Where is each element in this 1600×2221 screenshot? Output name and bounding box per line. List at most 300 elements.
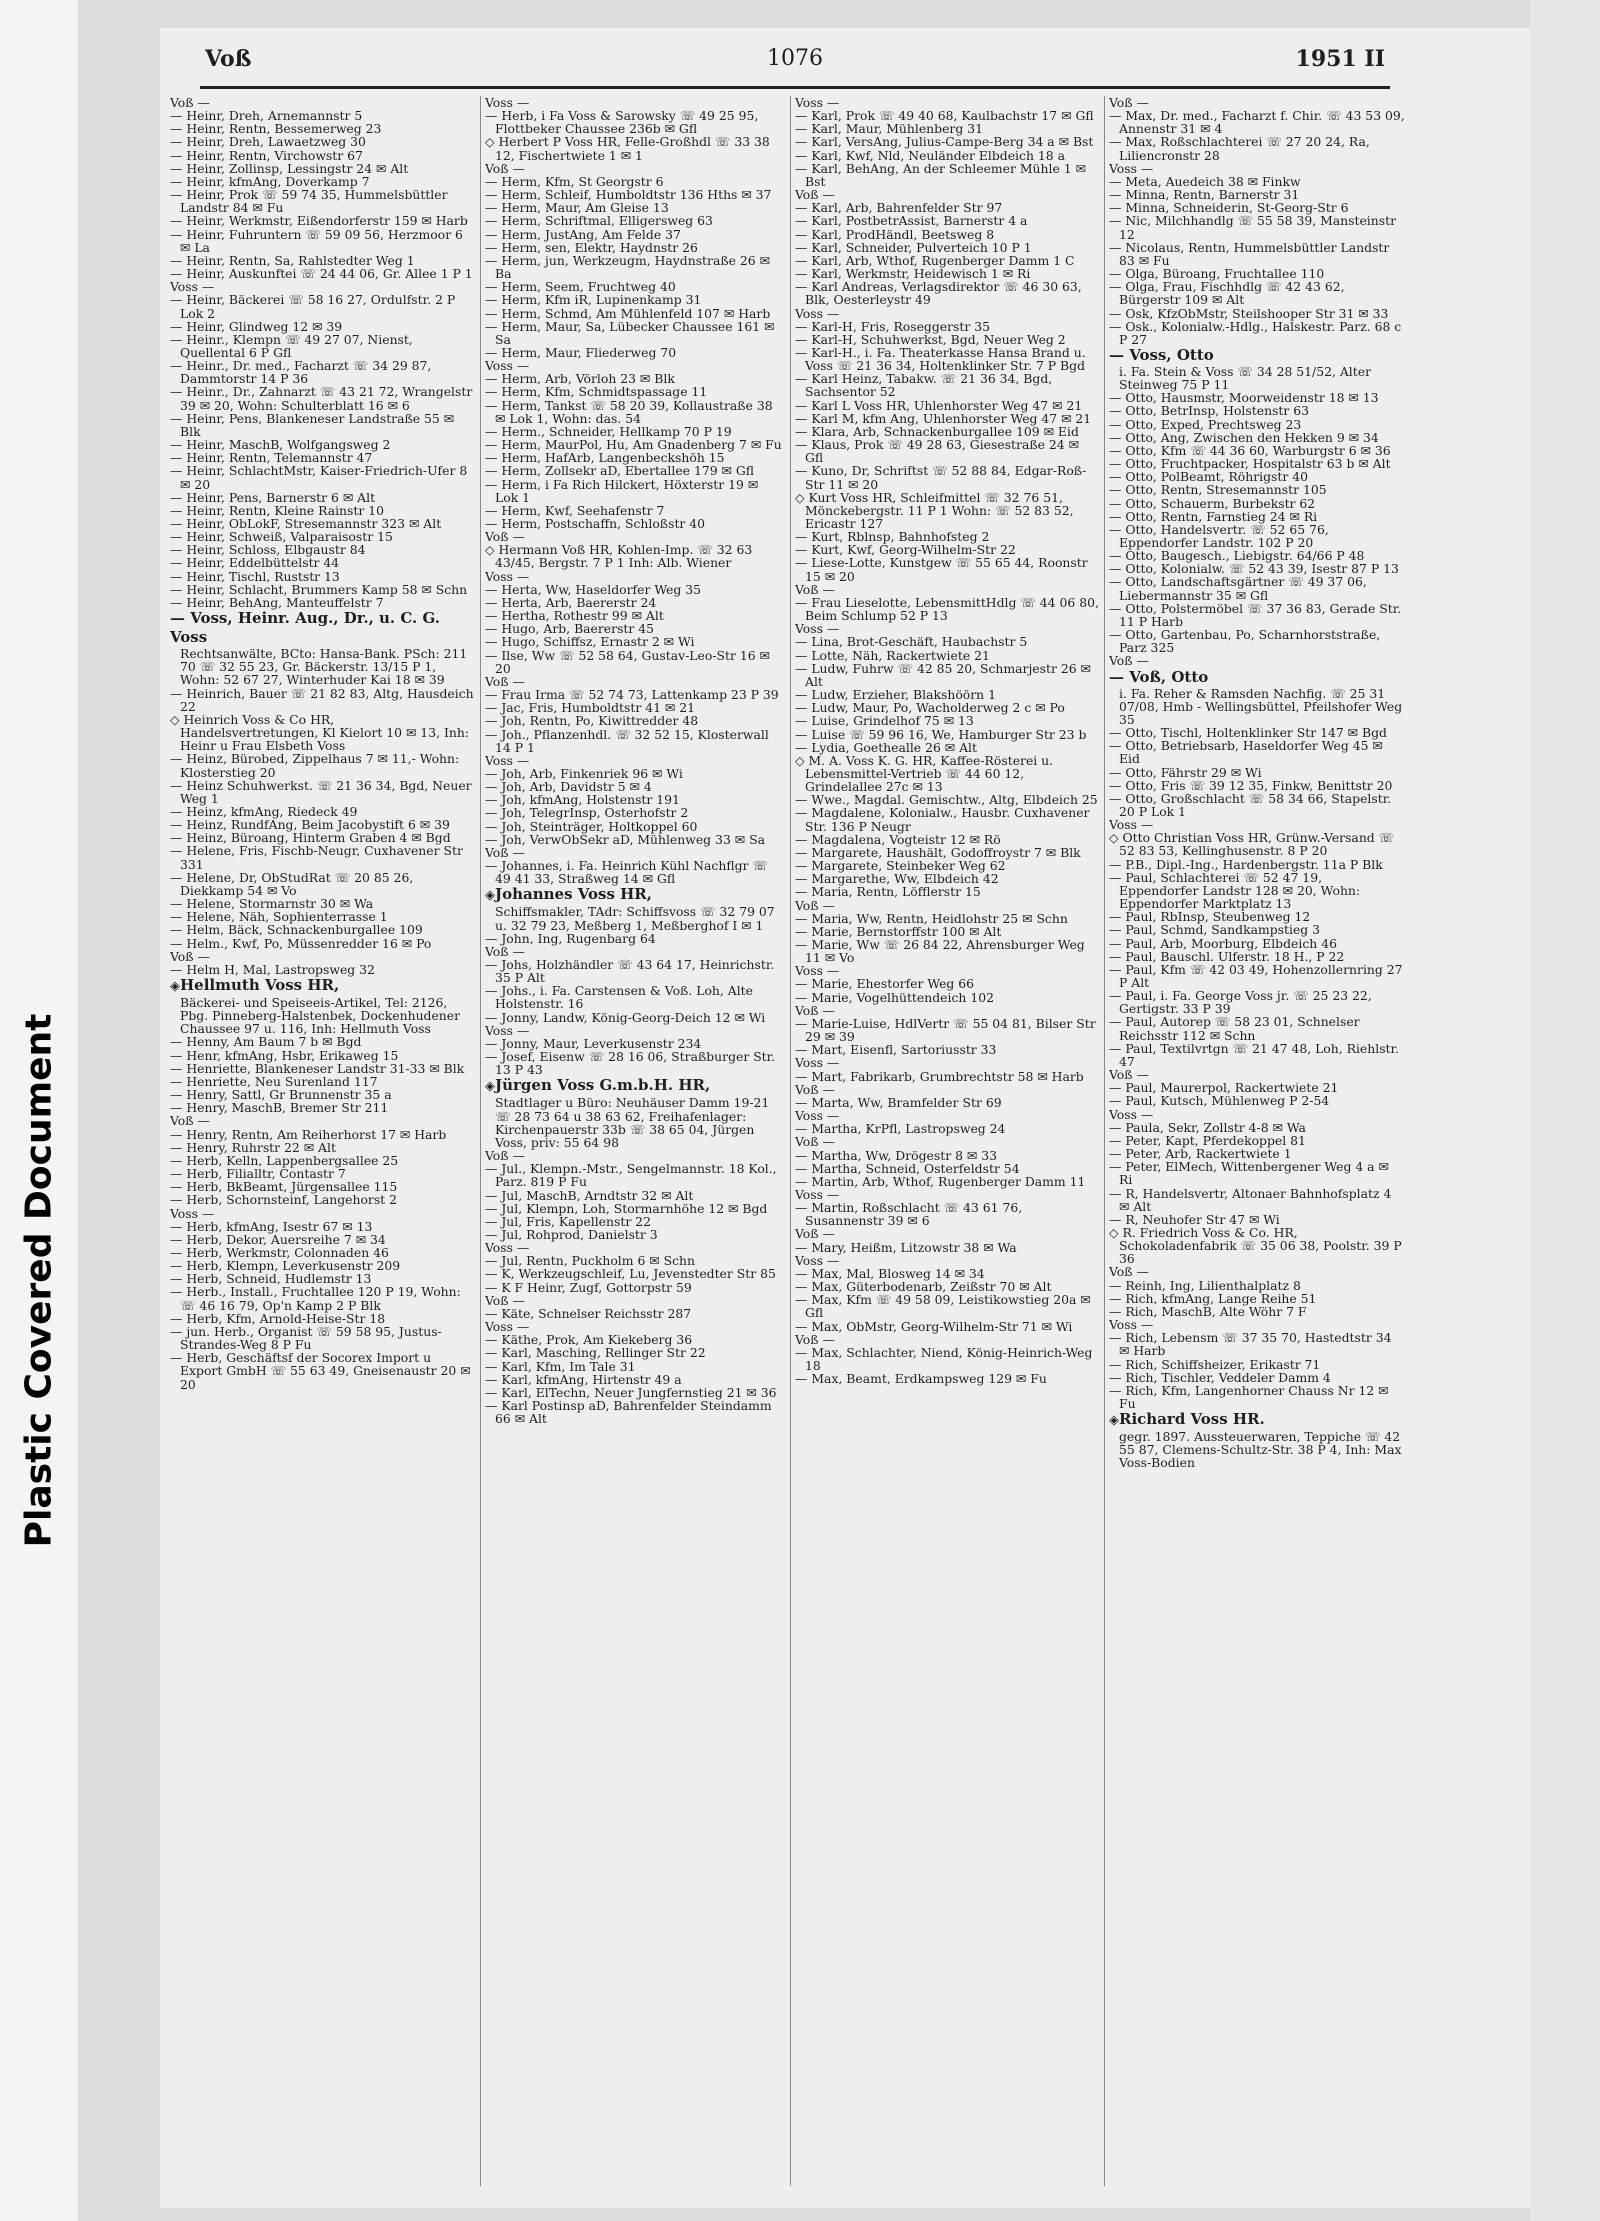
list-item: — jun. Herb., Organist ☏ 59 58 95, Justus-Strandes-Weg 8 P Fu	[170, 1323, 442, 1353]
list-item: — Karl, Prok ☏ 49 40 68, Kaulbachstr 17 ✉ Gfl	[795, 108, 1094, 124]
list-item: — Herb, Kfm, Arnold-Heise-Str 18	[170, 1310, 386, 1326]
list-item: — Henry, Sattl, Gr Brunnenstr 35 a	[170, 1087, 392, 1103]
list-item: — Herm, sen, Elektr, Haydnstr 26	[485, 239, 698, 255]
firm-heading: ◈ Jürgen Voss G.m.b.H. HR,	[485, 1076, 785, 1096]
list-item: — Paul, Kutsch, Mühlenweg P 2-54	[1109, 1093, 1330, 1109]
list-item: — Paula, Sekr, Zollstr 4-8 ✉ Wa	[1109, 1119, 1306, 1135]
list-item: — Heinr, Dreh, Arnemannstr 5	[170, 108, 363, 124]
list-item: — Reinh, Ing, Lilienthalplatz 8	[1109, 1277, 1301, 1293]
surname-heading: Voß —	[795, 1331, 835, 1347]
surname-heading: Voß —	[795, 581, 835, 597]
entry-detail: Rechtsanwälte, BCto: Hansa-Bank. PSch: 211 70 ☏ 32 55 23, Gr. Bäckerstr. 13/15 P 1, Wohn: 52 67 27, Winterhuder Kai 18 ✉ 39	[180, 646, 468, 688]
list-item: — Karl, Arb, Wthof, Rugenberger Damm 1 C	[795, 252, 1075, 268]
list-item: — Herb, i Fa Voss & Sarowsky ☏ 49 25 95, Flottbeker Chaussee 236b ✉ Gfl	[485, 108, 759, 137]
list-item: — Heinr, Pens, Blankeneser Landstraße 55 ✉ Blk	[170, 410, 455, 439]
list-item: — Jonny, Landw, König-Georg-Deich 12 ✉ Wi	[485, 1009, 766, 1025]
list-item: — Otto, Kfm ☏ 44 36 60, Warburgstr 6 ✉ 36	[1109, 442, 1391, 458]
list-item: — Rich, Lebensm ☏ 37 35 70, Hastedtstr 34 ✉ Harb	[1109, 1330, 1392, 1359]
list-item: — Max, Kfm ☏ 49 58 09, Leistikowstieg 20a ✉ Gfl	[795, 1292, 1091, 1321]
surname-heading: Voss —	[795, 96, 840, 110]
page-header	[205, 40, 1385, 84]
surname-heading: Voß —	[485, 844, 525, 860]
list-item: — Max, Mal, Blosweg 14 ✉ 34	[795, 1265, 985, 1281]
list-item: — Ludw, Maur, Po, Wacholderweg 2 c ✉ Po	[795, 700, 1065, 716]
list-item: — Herb, Filialltr, Contastr 7	[170, 1166, 346, 1182]
list-item: — Karl Andreas, Verlagsdirektor ☏ 46 30 63, Blk, Oesterleystr 49	[795, 279, 1082, 308]
surname-heading: Voß —	[795, 187, 835, 203]
list-item: — Heinr, Schlacht, Brummers Kamp 58 ✉ Schn	[170, 581, 468, 597]
list-item: — Heinrich, Bauer ☏ 21 82 83, Altg, Hausdeich 22	[170, 685, 474, 714]
list-item: — Herm, Schmd, Am Mühlenfeld 107 ✉ Harb	[485, 305, 771, 321]
list-item: — Jul, MaschB, Arndtstr 32 ✉ Alt	[485, 1187, 694, 1203]
list-item: — Osk, KfzObMstr, Steilshooper Str 31 ✉ 33	[1109, 305, 1389, 321]
list-item: — Frau Irma ☏ 52 74 73, Lattenkamp 23 P 39	[485, 687, 779, 703]
surname-heading: Voss —	[795, 1252, 840, 1268]
list-item: — Paul, i. Fa. George Voss jr. ☏ 25 23 22, Gertigstr. 33 P 39	[1109, 988, 1372, 1017]
plastic-covered-label-text: Plastic Covered Document	[18, 1013, 60, 1547]
list-item: — Herm, JustAng, Am Felde 37	[485, 226, 681, 242]
list-item: — Herb, kfmAng, Isestr 67 ✉ 13	[170, 1218, 373, 1234]
list-item: — Paul, Arb, Moorburg, Elbdeich 46	[1109, 935, 1337, 951]
surname-heading: Voß —	[1109, 96, 1149, 110]
list-item: — Kurt, Rblnsp, Bahnhofsteg 2	[795, 529, 990, 545]
surname-heading: Voss —	[485, 1240, 530, 1256]
list-item: — Henriette, Blankeneser Landstr 31-33 ✉ Blk	[170, 1060, 465, 1076]
list-item: — Klara, Arb, Schnackenburgallee 109 ✉ Eid	[795, 423, 1079, 439]
list-item: — Heinr, Fuhruntern ☏ 59 09 56, Herzmoor 6 ✉ La	[170, 226, 463, 255]
list-item: — Heinr, Pens, Barnerstr 6 ✉ Alt	[170, 489, 376, 505]
list-item: — Helm H, Mal, Lastropsweg 32	[170, 961, 375, 977]
list-item: — Luise ☏ 59 96 16, We, Hamburger Str 23 b	[795, 726, 1087, 742]
list-item: — Herm, i Fa Rich Hilckert, Höxterstr 19 ✉ Lok 1	[485, 476, 759, 505]
list-item: — Otto, Fruchtpacker, Hospitalstr 63 b ✉ Alt	[1109, 456, 1391, 472]
surname-heading: Voß —	[485, 943, 525, 959]
list-item: — Jul, Rentn, Puckholm 6 ✉ Schn	[485, 1253, 695, 1269]
list-item: — Karl, Kwf, Nld, Neuländer Elbdeich 18 a	[795, 147, 1065, 163]
list-item: — Heinz, RundfAng, Beim Jacobystift 6 ✉ 39	[170, 817, 450, 833]
list-item: — Max, Dr. med., Facharzt f. Chir. ☏ 43 53 09, Annenstr 31 ✉ 4	[1109, 108, 1405, 137]
list-item: — Herm, Schleif, Humboldtstr 136 Hths ✉ 37	[485, 187, 772, 203]
list-item: — Henny, Am Baum 7 b ✉ Bgd	[170, 1034, 362, 1050]
list-item: — Otto, Betriebsarb, Haseldorfer Weg 45 ✉ Eid	[1109, 738, 1383, 767]
list-item: — Karl, kfmAng, Hirtenstr 49 a	[485, 1371, 682, 1387]
list-item: — Herm, Kfm, St Georgstr 6	[485, 173, 664, 189]
surname-heading: Voss —	[1109, 160, 1154, 176]
list-item: — Herm., Schneider, Hellkamp 70 P 19	[485, 423, 732, 439]
list-item: — Max, ObMstr, Georg-Wilhelm-Str 71 ✉ Wi	[795, 1318, 1073, 1334]
list-item: — Rich, Tischler, Veddeler Damm 4	[1109, 1369, 1331, 1385]
list-item: — Karl, Werkmstr, Heidewisch 1 ✉ Ri	[795, 266, 1031, 282]
list-item: — Käte, Schnelser Reichsstr 287	[485, 1305, 692, 1321]
list-item: — Heinr., Dr. med., Facharzt ☏ 34 29 87, Dammtorstr 14 P 36	[170, 358, 432, 387]
list-item: — Karl M, kfm Ang, Uhlenhorster Weg 47 ✉ 21	[795, 410, 1092, 426]
surname-heading: Voss —	[1109, 1317, 1154, 1333]
list-item: — Karl, Schneider, Pulverteich 10 P 1	[795, 239, 1032, 255]
list-item: — Joh, VerwObSekr aD, Mühlenweg 33 ✉ Sa	[485, 831, 765, 847]
list-item: — R, Handelsvertr, Altonaer Bahnhofsplatz 4 ✉ Alt	[1109, 1185, 1392, 1214]
list-item: — Heinr, Schloss, Elbgaustr 84	[170, 542, 366, 558]
scan-right-margin	[1530, 0, 1600, 2221]
list-item: — Joh, TelegrInsp, Osterhofstr 2	[485, 805, 689, 821]
list-item: — Joh, Arb, Finkenriek 96 ✉ Wi	[485, 765, 683, 781]
list-item: — Herm, Maur, Sa, Lübecker Chaussee 161 ✉ Sa	[485, 318, 775, 347]
list-item: — Karl, PostbetrAssist, Barnerstr 4 a	[795, 213, 1028, 229]
header-surname: Voß	[205, 46, 252, 72]
list-item: — Minna, Schneiderin, St-Georg-Str 6	[1109, 200, 1349, 216]
list-item: — Herb., Install., Fruchtallee 120 P 19, Wohn: ☏ 46 16 79, Op'n Kamp 2 P Blk	[170, 1284, 461, 1313]
directory-column-2	[485, 96, 785, 2196]
list-item: — Helene, Stormarnstr 30 ✉ Wa	[170, 896, 374, 912]
surname-heading: Voss —	[485, 752, 530, 768]
list-item: — Heinr, Bäckerei ☏ 58 16 27, Ordulfstr. 2 P Lok 2	[170, 292, 456, 321]
list-item: — Marta, Ww, Bramfelder Str 69	[795, 1094, 1002, 1110]
list-item: — Jonny, Maur, Leverkusenstr 234	[485, 1035, 702, 1051]
list-item: — Helm, Bäck, Schnackenburgallee 109	[170, 922, 423, 938]
directory-column-4	[1109, 96, 1405, 2196]
list-item: — Herm, Postschaffn, Schloßstr 40	[485, 516, 706, 531]
firm-heading: — Voss, Otto	[1109, 345, 1214, 364]
list-item: — Heinr., Klempn ☏ 49 27 07, Nienst, Quellental 6 P Gfl	[170, 331, 413, 360]
list-item: — Ludw, Fuhrw ☏ 42 85 20, Schmarjestr 26 ✉ Alt	[795, 660, 1091, 689]
list-item: — Lina, Brot-Geschäft, Haubachstr 5	[795, 634, 1028, 650]
list-item: — Heinr, Rentn, Bessemerweg 23	[170, 121, 382, 137]
list-item: — Karl-H., i. Fa. Theaterkasse Hansa Brand u. Voss ☏ 21 36 34, Holtenklinker Str. 7 P Bgd	[795, 344, 1086, 374]
list-item: — Lydia, Goethealle 26 ✉ Alt	[795, 739, 977, 755]
list-item: ◇ Herbert P Voss HR, Felle-Großhdl ☏ 33 38 12, Fischertwiete 1 ✉ 1	[485, 134, 770, 163]
list-item: — Peter, Kapt, Pferdekoppel 81	[1109, 1132, 1306, 1148]
list-item: — Rich, MaschB, Alte Wöhr 7 F	[1109, 1303, 1307, 1319]
list-item: — Marie, Ww ☏ 26 84 22, Ahrensburger Weg 11 ✉ Vo	[795, 937, 1085, 966]
list-item: — Olga, Büroang, Fruchtallee 110	[1109, 266, 1325, 282]
firm-heading: — Voss, Heinr. Aug., Dr., u. C. G. Voss	[170, 609, 440, 647]
list-item: — Heinr, BehAng, Manteuffelstr 7	[170, 594, 384, 610]
surname-heading: Voss —	[1109, 1106, 1154, 1122]
list-item: — Herb, Dekor, Auersreihe 7 ✉ 34	[170, 1231, 386, 1247]
list-item: — Karl Heinz, Tabakw. ☏ 21 36 34, Bgd, Sachsentor 52	[795, 371, 1053, 400]
list-item: — Peter, Arb, Rackertwiete 1	[1109, 1146, 1292, 1162]
list-item: — Johs, Holzhändler ☏ 43 64 17, Heinrichstr. 35 P Alt	[485, 957, 775, 986]
firm-heading: ◈ Hellmuth Voss HR,	[170, 976, 475, 996]
entry-detail: Stadtlager u Büro: Neuhäuser Damm 19-21 ☏ 28 73 64 u 38 63 62, Freihafenlager: Kirchenpauerstr 33b ☏ 38 65 04, Jürgen Voss, priv: 55 64 98	[495, 1095, 770, 1150]
surname-heading: Voß —	[1109, 1067, 1149, 1083]
list-item: — K F Heinr, Zugf, Gottorpstr 59	[485, 1279, 692, 1295]
entry-detail: i. Fa. Reher & Ramsden Nachfig. ☏ 25 31 07/08, Hmb - Wellingsbüttel, Pfeilshofer Weg 35	[1119, 685, 1403, 727]
list-item: — Herm, Kwf, Seehafenstr 7	[485, 502, 665, 518]
list-item: — Josef, Eisenw ☏ 28 16 06, Straßburger Str. 13 P 43	[485, 1049, 776, 1078]
list-item: — Karl, Kfm, Im Tale 31	[485, 1358, 636, 1374]
surname-heading: Voss —	[795, 1108, 840, 1124]
list-item: — Paul, Autorep ☏ 58 23 01, Schnelser Reichsstr 112 ✉ Schn	[1109, 1014, 1360, 1043]
list-item: — Nic, Milchhandlg ☏ 55 58 39, Mansteinstr 12	[1109, 213, 1397, 242]
list-item: — Rich, kfmAng, Lange Reihe 51	[1109, 1290, 1317, 1306]
list-item: ◇ R. Friedrich Voss & Co. HR, Schokoladenfabrik ☏ 35 06 38, Poolstr. 39 P 36	[1109, 1224, 1402, 1267]
list-item: — Heinz, kfmAng, Riedeck 49	[170, 803, 358, 819]
list-item: — Hertha, Rothestr 99 ✉ Alt	[485, 608, 664, 624]
list-item: — Marie, Bernstorffstr 100 ✉ Alt	[795, 923, 1002, 939]
list-item: — Otto, Großschlacht ☏ 58 34 66, Stapelstr. 20 P Lok 1	[1109, 790, 1392, 819]
list-item: — Otto, Hausmstr, Moorweidenstr 18 ✉ 13	[1109, 390, 1379, 406]
list-item: — Karl, ProdHändl, Beetsweg 8	[795, 226, 995, 242]
list-item: — Joh, kfmAng, Holstenstr 191	[485, 792, 680, 808]
surname-heading: Voss —	[795, 621, 840, 637]
list-item: — Karl, VersAng, Julius-Campe-Berg 34 a ✉ Bst	[795, 134, 1094, 150]
list-item: — Paul, Bauschl. Ulferstr. 18 H., P 22	[1109, 948, 1345, 964]
list-item: — Herm, MaurPol, Hu, Am Gnadenberg 7 ✉ Fu	[485, 437, 782, 453]
surname-heading: Voß —	[170, 1113, 210, 1129]
list-item: — Herb, Klempn, Leverkusenstr 209	[170, 1258, 401, 1274]
surname-heading: Voss —	[1109, 817, 1154, 833]
surname-heading: Voß —	[170, 96, 210, 110]
list-item: — Herm, Zollsekr aD, Ebertallee 179 ✉ Gfl	[485, 463, 755, 479]
surname-heading: Voss —	[485, 358, 530, 374]
list-item: — Jac, Fris, Humboldtstr 41 ✉ 21	[485, 700, 696, 716]
directory-column-1	[170, 96, 475, 2196]
list-item: — Helm., Kwf, Po, Müssenredder 16 ✉ Po	[170, 935, 432, 951]
header-rule	[200, 86, 1390, 89]
list-item: — Henry, MaschB, Bremer Str 211	[170, 1100, 389, 1116]
list-item: — Heinz, Büroang, Hinterm Graben 4 ✉ Bgd	[170, 830, 451, 846]
list-item: — Joh, Rentn, Po, Kiwittredder 48	[485, 713, 699, 729]
list-item: — Liese-Lotte, Kunstgew ☏ 55 65 44, Roonstr 15 ✉ 20	[795, 555, 1088, 584]
list-item: — Herm, HafArb, Langenbeckshöh 15	[485, 450, 725, 466]
list-item: — Margarethe, Ww, Elbdeich 42	[795, 871, 999, 887]
list-item: — Henry, Rentn, Am Reiherhorst 17 ✉ Harb	[170, 1126, 447, 1142]
list-item: — Heinr., Dr., Zahnarzt ☏ 43 21 72, Wrangelstr 39 ✉ 20, Wohn: Schulterblatt 16 ✉ 6	[170, 384, 473, 413]
surname-heading: Voß —	[485, 673, 525, 689]
list-item: — Jul., Klempn.-Mstr., Sengelmannstr. 18 Kol., Parz. 819 P Fu	[485, 1161, 777, 1190]
list-item: — Henr, kfmAng, Hsbr, Erikaweg 15	[170, 1047, 399, 1063]
list-item: — Otto, Tischl, Holtenklinker Str 147 ✉ Bgd	[1109, 725, 1387, 741]
list-item: — Martin, Arb, Wthof, Rugenberger Damm 11	[795, 1173, 1086, 1189]
list-item: — Heinr, Eddelbüttelstr 44	[170, 555, 340, 571]
list-item: — Heinr, Dreh, Lawaetzweg 30	[170, 134, 366, 150]
surname-heading: Voß —	[485, 529, 525, 545]
list-item: — Herm, Schriftmal, Elligersweg 63	[485, 213, 713, 229]
list-item: — Mart, Fabrikarb, Grumbrechtstr 58 ✉ Harb	[795, 1068, 1084, 1084]
list-item: — Otto, Ang, Zwischen den Hekken 9 ✉ 34	[1109, 429, 1379, 445]
list-item: — Herb, Schneid, Hudlemstr 13	[170, 1271, 372, 1287]
list-item: — Heinr, SchlachtMstr, Kaiser-Friedrich-Ufer 8 ✉ 20	[170, 463, 468, 492]
list-item: ◇ Heinrich Voss & Co HR, Handelsvertretungen, Kl Kielort 10 ✉ 13, Inh: Heinr u Frau Elsbeth Voss	[170, 711, 469, 754]
list-item: — Jul, Fris, Kapellenstr 22	[485, 1213, 651, 1229]
list-item: — Paul, RbInsp, Steubenweg 12	[1109, 909, 1311, 925]
list-item: — Käthe, Prok, Am Kiekeberg 36	[485, 1332, 693, 1348]
list-item: — Herb, Geschäftsf der Socorex Import u Export GmbH ☏ 55 63 49, Gneisenaustr 20 ✉ 20	[170, 1350, 471, 1392]
list-item: — Wwe., Magdal. Gemischtw., Altg, Elbdeich 25	[795, 792, 1098, 808]
surname-heading: Voß —	[795, 897, 835, 913]
list-item: — Marie-Luise, HdlVertr ☏ 55 04 81, Bilser Str 29 ✉ 39	[795, 1015, 1096, 1045]
column-divider	[790, 96, 791, 2186]
list-item: ◇ Kurt Voss HR, Schleifmittel ☏ 32 76 51, Mönckebergstr. 11 P 1 Wohn: ☏ 52 83 52, Ericastr 127	[795, 489, 1074, 531]
surname-heading: Voss —	[795, 305, 840, 321]
list-item: — Heinr, ObLokF, Stresemannstr 323 ✉ Alt	[170, 516, 442, 531]
list-item: ◇ Hermann Voß HR, Kohlen-Imp. ☏ 32 63 43/45, Bergstr. 7 P 1 Inh: Alb. Wiener	[485, 542, 753, 571]
list-item: — Otto, Landschaftsgärtner ☏ 49 37 06, Liebermannstr 35 ✉ Gfl	[1109, 574, 1367, 603]
list-item: — Heinr, MaschB, Wolfgangsweg 2	[170, 437, 391, 453]
header-edition: 1951 II	[1295, 46, 1385, 72]
list-item: — Heinr, Rentn, Kleine Rainstr 10	[170, 502, 385, 518]
column-divider	[1104, 96, 1105, 2186]
list-item: — Otto, Handelsvertr. ☏ 52 65 76, Eppendorfer Landstr. 102 P 20	[1109, 521, 1329, 550]
list-item: — Martha, KrPfl, Lastropsweg 24	[795, 1121, 1006, 1137]
list-item: — Otto, BetrInsp, Holstenstr 63	[1109, 403, 1310, 419]
list-item: — Paul, Kfm ☏ 42 03 49, Hohenzollernring 27 P Alt	[1109, 961, 1403, 990]
list-item: — Kuno, Dr, Schriftst ☏ 52 88 84, Edgar-Roß-Str 11 ✉ 20	[795, 463, 1087, 492]
surname-heading: Voss —	[485, 96, 530, 110]
list-item: — Herm, jun, Werkzeugm, Haydnstraße 26 ✉ Ba	[485, 252, 770, 282]
list-item: — Karl L Voss HR, Uhlenhorster Weg 47 ✉ 21	[795, 397, 1083, 413]
list-item: — Karl-H, Fris, Roseggerstr 35	[795, 318, 991, 334]
surname-heading: Voß —	[795, 1134, 835, 1150]
surname-heading: Voß —	[170, 948, 210, 964]
list-item: — Peter, ElMech, Wittenbergener Weg 4 a ✉ Ri	[1109, 1159, 1389, 1188]
list-item: — Heinz, Bürobed, Zippelhaus 7 ✉ 11,- Wohn: Klosterstieg 20	[170, 751, 460, 780]
surname-heading: Voß —	[485, 1148, 525, 1164]
surname-heading: Voß —	[1109, 1264, 1149, 1280]
entry-detail: Schiffsmakler, TAdr: Schiffsvoss ☏ 32 79 07 u. 32 79 23, Meßberg 1, Meßberghof I ✉ 1	[495, 904, 775, 933]
list-item: — Frau Lieselotte, LebensmittHdlg ☏ 44 06 80, Beim Schlump 52 P 13	[795, 594, 1099, 624]
list-item: — Ludw, Erzieher, Blakshöörn 1	[795, 687, 996, 703]
firm-heading: ◈ Johannes Voss HR,	[485, 885, 785, 905]
list-item: — Lotte, Näh, Rackertwiete 21	[795, 647, 990, 663]
list-item: — Rich, Schiffsheizer, Erikastr 71	[1109, 1356, 1321, 1372]
list-item: — Heinr, Glindweg 12 ✉ 39	[170, 318, 343, 334]
list-item: — Herm, Kfm, Schmidtspassage 11	[485, 384, 708, 400]
list-item: — Heinr, Prok ☏ 59 74 35, Hummelsbüttler Landstr 84 ✉ Fu	[170, 187, 448, 216]
plastic-covered-label	[6, 1000, 72, 1560]
list-item: — Magdalene, Kolonialw., Hausbr. Cuxhavener Str. 136 P Neugr	[795, 805, 1090, 834]
list-item: — Max, Güterbodenarb, Zeißstr 70 ✉ Alt	[795, 1279, 1052, 1295]
list-item: — Heinr, Rentn, Telemannstr 47	[170, 450, 373, 466]
list-item: — Karl, Maur, Mühlenberg 31	[795, 121, 983, 137]
list-item: — Max, Schlachter, Niend, König-Heinrich-Weg 18	[795, 1344, 1093, 1373]
list-item: — Margarete, Steinbeker Weg 62	[795, 858, 1006, 874]
surname-heading: Voss —	[795, 1055, 840, 1071]
list-item: — Mart, Eisenfl, Sartoriusstr 33	[795, 1042, 997, 1058]
list-item: — Martin, Roßschlacht ☏ 43 61 76, Susannenstr 39 ✉ 6	[795, 1200, 1023, 1229]
list-item: — Hugo, Arb, Baererstr 45	[485, 621, 655, 637]
list-item: — Henry, Ruhrstr 22 ✉ Alt	[170, 1139, 336, 1155]
list-item: — Paul, Maurerpol, Rackertwiete 21	[1109, 1080, 1339, 1096]
list-item: — Otto, Fris ☏ 39 12 35, Finkw, Benittstr 20	[1109, 777, 1393, 793]
surname-heading: Voß —	[1109, 653, 1149, 669]
list-item: — Helene, Näh, Sophienterrasse 1	[170, 909, 388, 925]
list-item: — Klaus, Prok ☏ 49 28 63, Giesestraße 24 ✉ Gfl	[795, 437, 1079, 466]
list-item: — Margarete, Haushält, Godoffroystr 7 ✉ Blk	[795, 844, 1081, 860]
list-item: — Helene, Fris, Fischb-Neugr, Cuxhavener Str 331	[170, 843, 463, 872]
list-item: — Hugo, Schiffsz, Ernastr 2 ✉ Wi	[485, 634, 695, 650]
list-item: — Herb, BkBeamt, Jürgensallee 115	[170, 1179, 398, 1195]
surname-heading: Voß —	[485, 1292, 525, 1308]
list-item: — Maria, Ww, Rentn, Heidlohstr 25 ✉ Schn	[795, 910, 1068, 926]
surname-heading: Voß —	[795, 1226, 835, 1242]
entry-detail: Bäckerei- und Speiseeis-Artikel, Tel: 2126, Pbg. Pinneberg-Halstenbek, Dockenhudener Chaussee 97 u. 116, Inh: Hellmuth Voss	[180, 995, 461, 1037]
list-item: — Heinr, Schweiß, Valparaisostr 15	[170, 529, 393, 545]
list-item: — Heinr, Auskunftei ☏ 24 44 06, Gr. Allee 1 P 1	[170, 266, 473, 282]
list-item: — Henriette, Neu Surenland 117	[170, 1073, 378, 1089]
list-item: — Martha, Ww, Drögestr 8 ✉ 33	[795, 1147, 997, 1163]
list-item: — Herta, Ww, Haseldorfer Weg 35	[485, 581, 702, 597]
list-item: — Paul, Schlachterei ☏ 52 47 19, Eppendorfer Landstr 128 ✉ 20, Wohn: Eppendorfer Marktplatz 13	[1109, 869, 1361, 912]
list-item: — Nicolaus, Rentn, Hummelsbüttler Landstr 83 ✉ Fu	[1109, 239, 1390, 268]
list-item: — Heinr, kfmAng, Doverkamp 7	[170, 173, 370, 189]
list-item: — Johs., i. Fa. Carstensen & Voß. Loh, Alte Holstenstr. 16	[485, 983, 753, 1012]
list-item: — Otto, Rentn, Stresemannstr 105	[1109, 482, 1327, 498]
list-item: — Herm, Kfm iR, Lupinenkamp 31	[485, 292, 702, 308]
list-item: — Minna, Rentn, Barnerstr 31	[1109, 187, 1300, 203]
list-item: — Marie, Ehestorfer Weg 66	[795, 976, 975, 992]
entry-detail: i. Fa. Stein & Voss ☏ 34 28 51/52, Alter Steinweg 75 P 11	[1119, 363, 1372, 393]
list-item: — Heinr, Werkmstr, Eißendorferstr 159 ✉ Harb	[170, 213, 468, 229]
list-item: — Heinr, Tischl, Ruststr 13	[170, 568, 340, 584]
column-divider	[480, 96, 481, 2186]
list-item: — Herm, Maur, Am Gleise 13	[485, 200, 669, 216]
list-item: — Rich, Kfm, Langenhorner Chauss Nr 12 ✉ Fu	[1109, 1382, 1389, 1411]
directory-column-3	[795, 96, 1100, 2196]
list-item: — Martha, Schneid, Osterfeldstr 54	[795, 1160, 1020, 1176]
list-item: — Joh, Arb, Davidstr 5 ✉ 4	[485, 779, 652, 795]
list-item: — Magdalena, Vogteistr 12 ✉ Rö	[795, 831, 1001, 847]
list-item: — R, Neuhofer Str 47 ✉ Wi	[1109, 1211, 1280, 1227]
list-item: — Meta, Auedeich 38 ✉ Finkw	[1109, 173, 1301, 189]
list-item: — Karl, Masching, Rellinger Str 22	[485, 1345, 706, 1361]
list-item: — Jul, Klempn, Loh, Stormarnhöhe 12 ✉ Bgd	[485, 1200, 768, 1216]
list-item: — Herm, Maur, Fliederweg 70	[485, 344, 677, 360]
list-item: — K, Werkzeugschleif, Lu, Jevenstedter Str 85	[485, 1266, 776, 1282]
list-item: — Paul, Textilvrtgn ☏ 21 47 48, Loh, Riehlstr. 47	[1109, 1040, 1400, 1069]
list-item: — Joh, Steinträger, Holtkoppel 60	[485, 818, 698, 834]
list-item: — Paul, Schmd, Sandkampstieg 3	[1109, 922, 1321, 938]
list-item: — Ilse, Ww ☏ 52 58 64, Gustav-Leo-Str 16 ✉ 20	[485, 647, 770, 676]
list-item: — Max, Roßschlachterei ☏ 27 20 24, Ra, Liliencronstr 28	[1109, 134, 1370, 163]
list-item: — Mary, Heißm, Litzowstr 38 ✉ Wa	[795, 1239, 1017, 1255]
list-item: — Herb, Kelln, Lappenbergsallee 25	[170, 1152, 399, 1168]
surname-heading: Voß —	[795, 1081, 835, 1097]
list-item: — Heinr, Zollinsp, Lessingstr 24 ✉ Alt	[170, 160, 409, 176]
list-item: — Herta, Arb, Baererstr 24	[485, 594, 657, 610]
list-item: — Herb, Werkmstr, Colonnaden 46	[170, 1244, 389, 1260]
list-item: — Max, Beamt, Erdkampsweg 129 ✉ Fu	[795, 1371, 1047, 1387]
list-item: — Maria, Rentn, Löfflerstr 15	[795, 884, 981, 900]
firm-heading: ◈ Richard Voss HR.	[1109, 1410, 1405, 1430]
surname-heading: Voss —	[485, 1022, 530, 1038]
list-item: — Kurt, Kwf, Georg-Wilhelm-Str 22	[795, 542, 1016, 558]
list-item: — Otto, Exped, Prechtsweg 23	[1109, 416, 1302, 432]
list-item: — Herb, Schornsteinf, Langehorst 2	[170, 1192, 397, 1208]
surname-heading: Voss —	[795, 963, 840, 979]
list-item: — Herm, Arb, Vörloh 23 ✉ Blk	[485, 371, 675, 387]
list-item: — P.B., Dipl.-Ing., Hardenbergstr. 11a P Blk	[1109, 856, 1383, 872]
list-item: ◇ Otto Christian Voss HR, Grünw.-Versand ☏ 52 83 53, Kellinghusenstr. 8 P 20	[1109, 830, 1395, 859]
list-item: — John, Ing, Rugenbarg 64	[485, 930, 656, 946]
list-item: — Heinr, Rentn, Virchowstr 67	[170, 147, 363, 163]
list-item: — Otto, Fährstr 29 ✉ Wi	[1109, 764, 1262, 780]
list-item: — Karl, BehAng, An der Schleemer Mühle 1 ✉ Bst	[795, 160, 1086, 189]
list-item: — Otto, Rentn, Farnstieg 24 ✉ Ri	[1109, 508, 1318, 524]
list-item: — Otto, Gartenbau, Po, Scharnhorststraße, Parz 325	[1109, 627, 1381, 656]
list-item: ◇ M. A. Voss K. G. HR, Kaffee-Rösterei u. Lebensmittel-Vertrieb ☏ 44 60 12, Grindelallee 27c ✉ 13	[795, 752, 1054, 795]
list-item: — Karl-H, Schuhwerkst, Bgd, Neuer Weg 2	[795, 331, 1066, 347]
list-item: — Osk., Kolonialw.-Hdlg., Halskestr. Parz. 68 c P 27	[1109, 318, 1402, 347]
list-item: — Olga, Frau, Fischhdlg ☏ 42 43 62, Bürgerstr 109 ✉ Alt	[1109, 279, 1345, 308]
list-item: — Otto, Schauerm, Burbekstr 62	[1109, 495, 1316, 511]
list-item: — Joh., Pflanzenhdl. ☏ 32 52 15, Klosterwall 14 P 1	[485, 726, 769, 755]
surname-heading: Voss —	[170, 279, 215, 295]
list-item: — Johannes, i. Fa. Heinrich Kühl Nachflgr ☏ 49 41 33, Straßweg 14 ✉ Gfl	[485, 858, 768, 887]
list-item: — Jul, Rohprod, Danielstr 3	[485, 1226, 658, 1242]
list-item: — Heinr, Rentn, Sa, Rahlstedter Weg 1	[170, 252, 415, 268]
list-item: — Marie, Vogelhüttendeich 102	[795, 989, 994, 1005]
